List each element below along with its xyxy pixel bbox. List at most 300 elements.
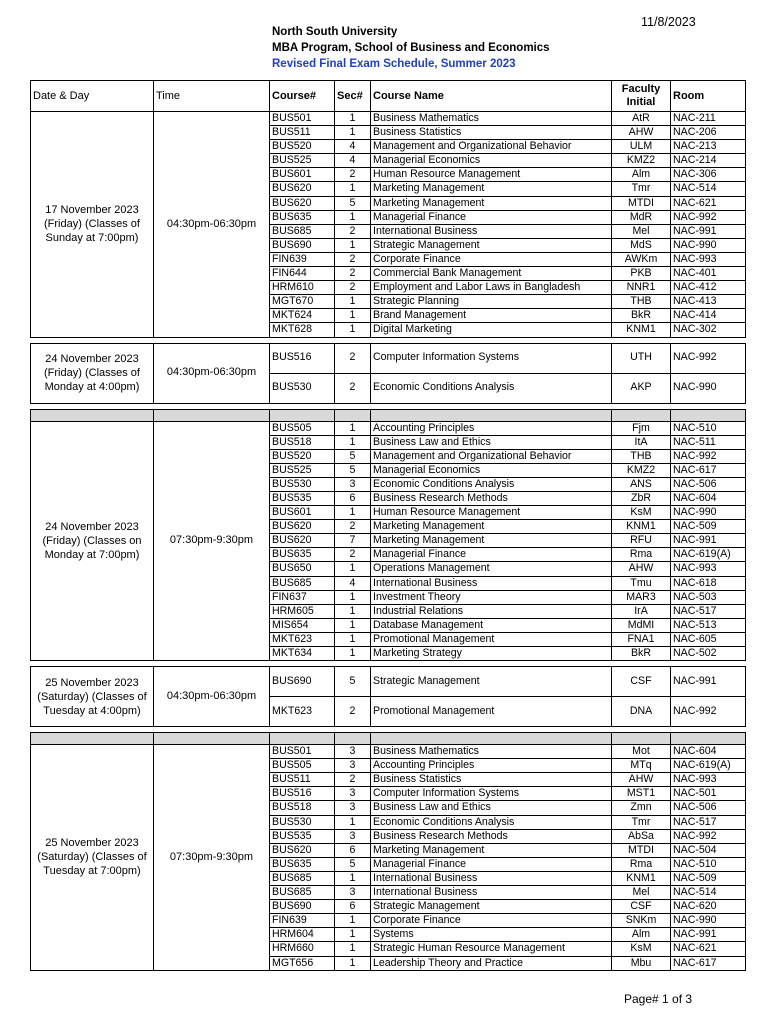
course-name: Economic Conditions Analysis bbox=[371, 373, 612, 403]
room: NAC-618 bbox=[671, 576, 746, 590]
faculty-initial: KMZ2 bbox=[612, 154, 671, 168]
course-code: BUS690 bbox=[270, 238, 335, 252]
section: 1 bbox=[335, 421, 371, 435]
course-code: MGT670 bbox=[270, 295, 335, 309]
exam-time: 04:30pm-06:30pm bbox=[154, 112, 270, 338]
room: NAC-206 bbox=[671, 126, 746, 140]
course-code: BUS516 bbox=[270, 343, 335, 373]
course-code: BUS650 bbox=[270, 562, 335, 576]
room: NAC-302 bbox=[671, 323, 746, 337]
course-code: BUS620 bbox=[270, 534, 335, 548]
separator-cell bbox=[270, 409, 335, 421]
room: NAC-509 bbox=[671, 520, 746, 534]
room: NAC-604 bbox=[671, 745, 746, 759]
room: NAC-991 bbox=[671, 667, 746, 697]
course-code: BUS525 bbox=[270, 154, 335, 168]
section: 2 bbox=[335, 373, 371, 403]
course-code: BUS620 bbox=[270, 843, 335, 857]
section: 3 bbox=[335, 477, 371, 491]
course-code: FIN639 bbox=[270, 914, 335, 928]
course-code: BUS620 bbox=[270, 196, 335, 210]
course-name: Strategic Planning bbox=[371, 295, 612, 309]
faculty-initial: Tmr bbox=[612, 815, 671, 829]
room: NAC-502 bbox=[671, 647, 746, 661]
course-name: Database Management bbox=[371, 618, 612, 632]
table-row bbox=[31, 745, 746, 759]
course-name: Managerial Finance bbox=[371, 857, 612, 871]
course-code: BUS535 bbox=[270, 491, 335, 505]
section: 1 bbox=[335, 956, 371, 970]
col-course: Course# bbox=[270, 81, 335, 112]
table-row bbox=[31, 343, 746, 373]
faculty-initial: ItA bbox=[612, 435, 671, 449]
course-name: Management and Organizational Behavior bbox=[371, 449, 612, 463]
course-code: BUS516 bbox=[270, 787, 335, 801]
course-name: Investment Theory bbox=[371, 590, 612, 604]
section: 1 bbox=[335, 928, 371, 942]
room: NAC-211 bbox=[671, 112, 746, 126]
room: NAC-509 bbox=[671, 871, 746, 885]
separator-row bbox=[31, 733, 746, 745]
separator-cell bbox=[671, 409, 746, 421]
section: 2 bbox=[335, 168, 371, 182]
faculty-initial: Tmr bbox=[612, 182, 671, 196]
section: 1 bbox=[335, 604, 371, 618]
section: 6 bbox=[335, 843, 371, 857]
course-code: BUS620 bbox=[270, 520, 335, 534]
section: 3 bbox=[335, 801, 371, 815]
faculty-initial: Mel bbox=[612, 886, 671, 900]
course-code: BUS685 bbox=[270, 576, 335, 590]
section: 2 bbox=[335, 267, 371, 281]
room: NAC-506 bbox=[671, 801, 746, 815]
section: 1 bbox=[335, 309, 371, 323]
faculty-initial: ANS bbox=[612, 477, 671, 491]
section: 1 bbox=[335, 210, 371, 224]
exam-date-day: 24 November 2023 (Friday) (Classes on Monday at 7:00pm) bbox=[31, 421, 154, 661]
room: NAC-214 bbox=[671, 154, 746, 168]
exam-time: 04:30pm-06:30pm bbox=[154, 667, 270, 727]
course-code: MIS654 bbox=[270, 618, 335, 632]
course-name: Computer Information Systems bbox=[371, 343, 612, 373]
faculty-initial: NNR1 bbox=[612, 281, 671, 295]
faculty-initial: Alm bbox=[612, 168, 671, 182]
course-name: Corporate Finance bbox=[371, 252, 612, 266]
faculty-initial: MTq bbox=[612, 759, 671, 773]
section: 3 bbox=[335, 745, 371, 759]
faculty-initial: AHW bbox=[612, 562, 671, 576]
room: NAC-414 bbox=[671, 309, 746, 323]
separator-cell bbox=[31, 409, 154, 421]
course-name: Leadership Theory and Practice bbox=[371, 956, 612, 970]
exam-time: 07:30pm-9:30pm bbox=[154, 745, 270, 971]
section: 1 bbox=[335, 632, 371, 646]
section: 2 bbox=[335, 697, 371, 727]
col-faculty: Faculty Initial bbox=[612, 81, 671, 112]
section: 1 bbox=[335, 562, 371, 576]
course-code: BUS501 bbox=[270, 112, 335, 126]
section: 5 bbox=[335, 857, 371, 871]
room: NAC-990 bbox=[671, 238, 746, 252]
course-name: Economic Conditions Analysis bbox=[371, 815, 612, 829]
room: NAC-501 bbox=[671, 787, 746, 801]
section: 4 bbox=[335, 154, 371, 168]
course-name: Managerial Economics bbox=[371, 463, 612, 477]
course-code: FIN637 bbox=[270, 590, 335, 604]
faculty-initial: CSF bbox=[612, 667, 671, 697]
section: 1 bbox=[335, 914, 371, 928]
separator-cell bbox=[335, 733, 371, 745]
course-name: Strategic Management bbox=[371, 667, 612, 697]
faculty-initial: DNA bbox=[612, 697, 671, 727]
section: 6 bbox=[335, 900, 371, 914]
faculty-initial: Rma bbox=[612, 548, 671, 562]
room: NAC-413 bbox=[671, 295, 746, 309]
faculty-initial: AbSa bbox=[612, 829, 671, 843]
room: NAC-991 bbox=[671, 224, 746, 238]
course-code: BUS511 bbox=[270, 773, 335, 787]
course-code: BUS520 bbox=[270, 140, 335, 154]
faculty-initial: SNKm bbox=[612, 914, 671, 928]
separator-cell bbox=[270, 733, 335, 745]
faculty-initial: Zmn bbox=[612, 801, 671, 815]
separator-cell bbox=[335, 409, 371, 421]
section: 2 bbox=[335, 224, 371, 238]
section: 5 bbox=[335, 463, 371, 477]
faculty-initial: KNM1 bbox=[612, 871, 671, 885]
faculty-initial: THB bbox=[612, 295, 671, 309]
faculty-initial: KsM bbox=[612, 942, 671, 956]
room: NAC-619(A) bbox=[671, 548, 746, 562]
room: NAC-510 bbox=[671, 421, 746, 435]
faculty-initial: Fjm bbox=[612, 421, 671, 435]
course-name: Business Mathematics bbox=[371, 112, 612, 126]
faculty-initial: PKB bbox=[612, 267, 671, 281]
course-code: BUS518 bbox=[270, 801, 335, 815]
course-name: Strategic Management bbox=[371, 900, 612, 914]
section: 5 bbox=[335, 196, 371, 210]
course-code: BUS530 bbox=[270, 477, 335, 491]
room: NAC-517 bbox=[671, 604, 746, 618]
faculty-initial: Mot bbox=[612, 745, 671, 759]
course-code: BUS530 bbox=[270, 815, 335, 829]
faculty-initial: ULM bbox=[612, 140, 671, 154]
program-name: MBA Program, School of Business and Economics bbox=[272, 42, 550, 54]
room: NAC-503 bbox=[671, 590, 746, 604]
room: NAC-992 bbox=[671, 343, 746, 373]
course-code: HRM610 bbox=[270, 281, 335, 295]
room: NAC-513 bbox=[671, 618, 746, 632]
room: NAC-504 bbox=[671, 843, 746, 857]
separator-cell bbox=[612, 409, 671, 421]
faculty-initial: Tmu bbox=[612, 576, 671, 590]
section: 1 bbox=[335, 815, 371, 829]
exam-schedule-table bbox=[30, 80, 746, 971]
course-code: BUS635 bbox=[270, 857, 335, 871]
section: 1 bbox=[335, 871, 371, 885]
section: 5 bbox=[335, 449, 371, 463]
course-name: Commercial Bank Management bbox=[371, 267, 612, 281]
section: 2 bbox=[335, 281, 371, 295]
course-code: BUS505 bbox=[270, 421, 335, 435]
section: 1 bbox=[335, 618, 371, 632]
faculty-initial: Rma bbox=[612, 857, 671, 871]
section: 1 bbox=[335, 942, 371, 956]
course-code: BUS635 bbox=[270, 210, 335, 224]
col-sec: Sec# bbox=[335, 81, 371, 112]
section: 4 bbox=[335, 576, 371, 590]
faculty-initial: MST1 bbox=[612, 787, 671, 801]
faculty-initial: ZbR bbox=[612, 491, 671, 505]
course-name: Industrial Relations bbox=[371, 604, 612, 618]
table-row bbox=[31, 667, 746, 697]
course-name: Promotional Management bbox=[371, 697, 612, 727]
course-code: BUS530 bbox=[270, 373, 335, 403]
room: NAC-510 bbox=[671, 857, 746, 871]
table-body bbox=[31, 112, 746, 971]
faculty-initial: AWKm bbox=[612, 252, 671, 266]
section: 1 bbox=[335, 506, 371, 520]
course-name: Marketing Management bbox=[371, 520, 612, 534]
room: NAC-514 bbox=[671, 182, 746, 196]
course-name: Strategic Human Resource Management bbox=[371, 942, 612, 956]
course-code: BUS525 bbox=[270, 463, 335, 477]
faculty-initial: IrA bbox=[612, 604, 671, 618]
course-name: Managerial Finance bbox=[371, 548, 612, 562]
course-name: Management and Organizational Behavior bbox=[371, 140, 612, 154]
course-code: MKT623 bbox=[270, 632, 335, 646]
faculty-initial: AKP bbox=[612, 373, 671, 403]
section: 5 bbox=[335, 667, 371, 697]
course-name: Employment and Labor Laws in Bangladesh bbox=[371, 281, 612, 295]
section: 1 bbox=[335, 112, 371, 126]
faculty-initial: CSF bbox=[612, 900, 671, 914]
section: 2 bbox=[335, 520, 371, 534]
course-code: BUS685 bbox=[270, 886, 335, 900]
room: NAC-511 bbox=[671, 435, 746, 449]
section: 3 bbox=[335, 886, 371, 900]
room: NAC-617 bbox=[671, 956, 746, 970]
course-name: International Business bbox=[371, 224, 612, 238]
course-name: Business Research Methods bbox=[371, 491, 612, 505]
section: 1 bbox=[335, 238, 371, 252]
exam-date-day: 17 November 2023 (Friday) (Classes of Sunday at 7:00pm) bbox=[31, 112, 154, 338]
course-code: BUS635 bbox=[270, 548, 335, 562]
room: NAC-306 bbox=[671, 168, 746, 182]
course-code: MKT623 bbox=[270, 697, 335, 727]
course-code: BUS520 bbox=[270, 449, 335, 463]
course-name: Marketing Management bbox=[371, 182, 612, 196]
faculty-initial: RFU bbox=[612, 534, 671, 548]
room: NAC-619(A) bbox=[671, 759, 746, 773]
room: NAC-412 bbox=[671, 281, 746, 295]
room: NAC-992 bbox=[671, 697, 746, 727]
room: NAC-506 bbox=[671, 477, 746, 491]
course-code: MKT634 bbox=[270, 647, 335, 661]
course-code: BUS601 bbox=[270, 168, 335, 182]
faculty-initial: FNA1 bbox=[612, 632, 671, 646]
course-code: HRM605 bbox=[270, 604, 335, 618]
separator-cell bbox=[671, 733, 746, 745]
faculty-initial: MdMI bbox=[612, 618, 671, 632]
course-code: BUS501 bbox=[270, 745, 335, 759]
faculty-initial: KMZ2 bbox=[612, 463, 671, 477]
table-row bbox=[31, 112, 746, 126]
course-name: Marketing Management bbox=[371, 196, 612, 210]
print-date: 11/8/2023 bbox=[641, 15, 696, 29]
room: NAC-992 bbox=[671, 449, 746, 463]
page-number: Page# 1 of 3 bbox=[624, 992, 693, 1006]
section: 3 bbox=[335, 759, 371, 773]
course-name: Human Resource Management bbox=[371, 168, 612, 182]
faculty-initial: THB bbox=[612, 449, 671, 463]
course-name: Digital Marketing bbox=[371, 323, 612, 337]
faculty-initial: KNM1 bbox=[612, 520, 671, 534]
faculty-initial: AHW bbox=[612, 773, 671, 787]
section: 2 bbox=[335, 773, 371, 787]
course-code: MKT628 bbox=[270, 323, 335, 337]
room: NAC-993 bbox=[671, 252, 746, 266]
course-name: Business Mathematics bbox=[371, 745, 612, 759]
course-code: BUS685 bbox=[270, 871, 335, 885]
faculty-initial: KsM bbox=[612, 506, 671, 520]
section: 1 bbox=[335, 126, 371, 140]
course-name: Human Resource Management bbox=[371, 506, 612, 520]
faculty-initial: UTH bbox=[612, 343, 671, 373]
table-row bbox=[31, 421, 746, 435]
course-name: Marketing Management bbox=[371, 843, 612, 857]
course-name: Brand Management bbox=[371, 309, 612, 323]
section: 7 bbox=[335, 534, 371, 548]
room: NAC-621 bbox=[671, 196, 746, 210]
course-name: International Business bbox=[371, 886, 612, 900]
room: NAC-993 bbox=[671, 773, 746, 787]
course-name: Corporate Finance bbox=[371, 914, 612, 928]
course-name: Business Statistics bbox=[371, 126, 612, 140]
course-name: Managerial Economics bbox=[371, 154, 612, 168]
room: NAC-992 bbox=[671, 210, 746, 224]
separator-cell bbox=[612, 733, 671, 745]
exam-time: 07:30pm-9:30pm bbox=[154, 421, 270, 661]
course-name: Operations Management bbox=[371, 562, 612, 576]
room: NAC-993 bbox=[671, 562, 746, 576]
room: NAC-991 bbox=[671, 534, 746, 548]
room: NAC-990 bbox=[671, 373, 746, 403]
separator-cell bbox=[154, 409, 270, 421]
exam-date-day: 25 November 2023 (Saturday) (Classes of Tuesday at 4:00pm) bbox=[31, 667, 154, 727]
section: 1 bbox=[335, 647, 371, 661]
faculty-initial: AHW bbox=[612, 126, 671, 140]
course-code: HRM604 bbox=[270, 928, 335, 942]
faculty-initial: KNM1 bbox=[612, 323, 671, 337]
faculty-initial: MAR3 bbox=[612, 590, 671, 604]
room: NAC-617 bbox=[671, 463, 746, 477]
course-name: Accounting Principles bbox=[371, 421, 612, 435]
separator-row bbox=[31, 409, 746, 421]
section: 2 bbox=[335, 343, 371, 373]
course-code: BUS620 bbox=[270, 182, 335, 196]
faculty-initial: Alm bbox=[612, 928, 671, 942]
room: NAC-604 bbox=[671, 491, 746, 505]
separator-cell bbox=[31, 733, 154, 745]
section: 3 bbox=[335, 787, 371, 801]
course-name: Marketing Management bbox=[371, 534, 612, 548]
course-name: Promotional Management bbox=[371, 632, 612, 646]
separator-cell bbox=[371, 409, 612, 421]
course-name: Strategic Management bbox=[371, 238, 612, 252]
faculty-initial: Mbu bbox=[612, 956, 671, 970]
room: NAC-621 bbox=[671, 942, 746, 956]
room: NAC-620 bbox=[671, 900, 746, 914]
section: 1 bbox=[335, 295, 371, 309]
separator-cell bbox=[154, 733, 270, 745]
faculty-initial: MdS bbox=[612, 238, 671, 252]
course-code: BUS690 bbox=[270, 667, 335, 697]
section: 1 bbox=[335, 435, 371, 449]
course-code: BUS535 bbox=[270, 829, 335, 843]
course-code: FIN644 bbox=[270, 267, 335, 281]
faculty-initial: BkR bbox=[612, 309, 671, 323]
room: NAC-517 bbox=[671, 815, 746, 829]
section: 3 bbox=[335, 829, 371, 843]
schedule-title: Revised Final Exam Schedule, Summer 2023 bbox=[272, 58, 516, 70]
faculty-initial: AtR bbox=[612, 112, 671, 126]
course-name: Marketing Strategy bbox=[371, 647, 612, 661]
exam-date-day: 24 November 2023 (Friday) (Classes of Monday at 4:00pm) bbox=[31, 343, 154, 403]
course-name: Business Law and Ethics bbox=[371, 435, 612, 449]
room: NAC-990 bbox=[671, 506, 746, 520]
col-course-name: Course Name bbox=[371, 81, 612, 112]
section: 4 bbox=[335, 140, 371, 154]
course-code: BUS511 bbox=[270, 126, 335, 140]
section: 2 bbox=[335, 548, 371, 562]
course-name: Economic Conditions Analysis bbox=[371, 477, 612, 491]
room: NAC-990 bbox=[671, 914, 746, 928]
course-code: BUS601 bbox=[270, 506, 335, 520]
room: NAC-401 bbox=[671, 267, 746, 281]
room: NAC-992 bbox=[671, 829, 746, 843]
course-name: Computer Information Systems bbox=[371, 787, 612, 801]
section: 1 bbox=[335, 182, 371, 196]
course-name: Systems bbox=[371, 928, 612, 942]
room: NAC-514 bbox=[671, 886, 746, 900]
faculty-initial: Mel bbox=[612, 224, 671, 238]
course-name: International Business bbox=[371, 871, 612, 885]
room: NAC-605 bbox=[671, 632, 746, 646]
faculty-initial: BkR bbox=[612, 647, 671, 661]
room: NAC-991 bbox=[671, 928, 746, 942]
course-name: Accounting Principles bbox=[371, 759, 612, 773]
section: 6 bbox=[335, 491, 371, 505]
table-header-row bbox=[31, 81, 746, 112]
university-name: North South University bbox=[272, 26, 398, 38]
col-date-day: Date & Day bbox=[31, 81, 154, 112]
course-name: Managerial Finance bbox=[371, 210, 612, 224]
course-name: International Business bbox=[371, 576, 612, 590]
course-code: MGT656 bbox=[270, 956, 335, 970]
course-code: BUS685 bbox=[270, 224, 335, 238]
course-code: BUS690 bbox=[270, 900, 335, 914]
course-code: HRM660 bbox=[270, 942, 335, 956]
separator-cell bbox=[371, 733, 612, 745]
section: 1 bbox=[335, 590, 371, 604]
course-name: Business Research Methods bbox=[371, 829, 612, 843]
course-name: Business Law and Ethics bbox=[371, 801, 612, 815]
section: 1 bbox=[335, 323, 371, 337]
col-time: Time bbox=[154, 81, 270, 112]
faculty-initial: MdR bbox=[612, 210, 671, 224]
exam-date-day: 25 November 2023 (Saturday) (Classes of Tuesday at 7:00pm) bbox=[31, 745, 154, 971]
